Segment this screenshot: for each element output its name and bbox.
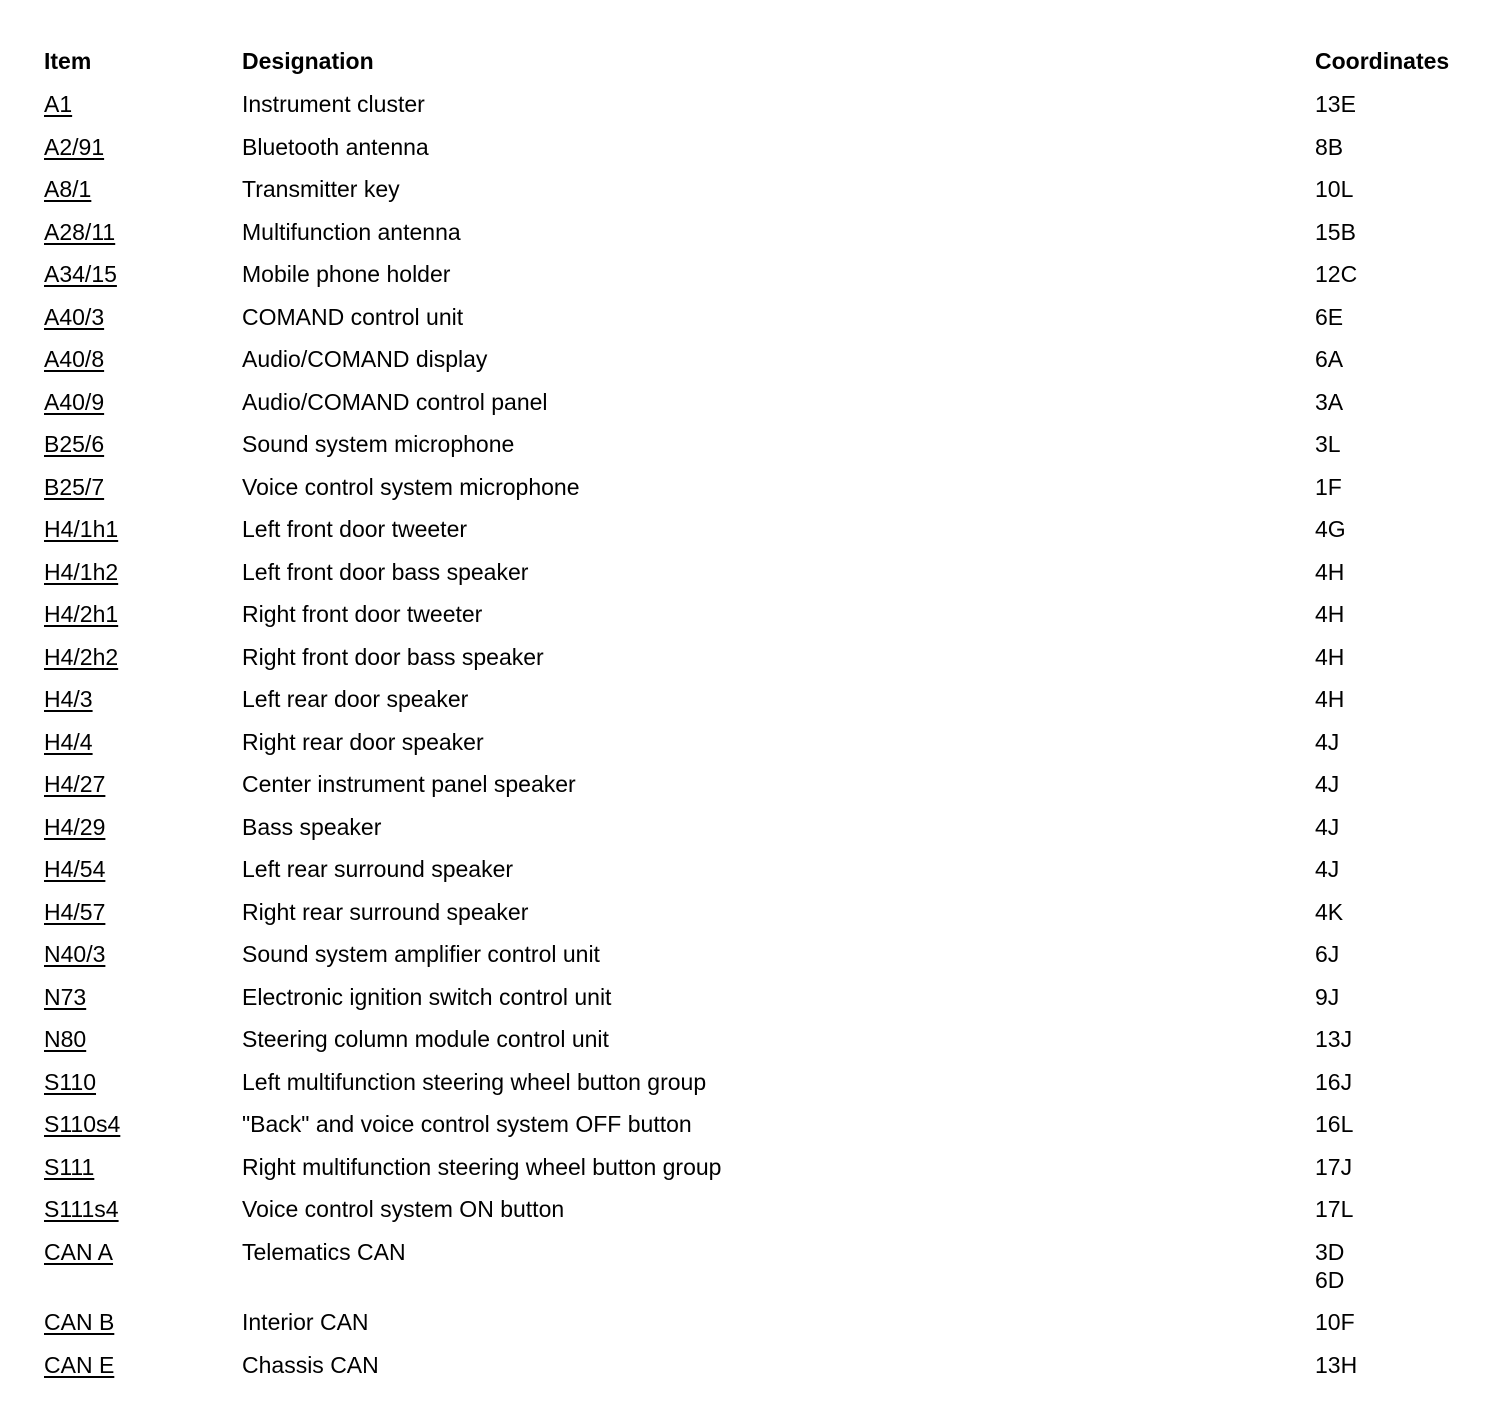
designation-cell: Left front door bass speaker [242,558,529,585]
coordinates-cell [1315,218,1484,246]
coordinates-cell [1315,1110,1484,1138]
coordinate-value: 16J [1315,1068,1353,1095]
coordinates-cell [1315,1025,1484,1053]
table-row [44,296,1484,339]
item-cell [44,133,242,161]
table-header [44,40,1484,83]
table-body [44,83,1484,1386]
table-row [44,253,1484,296]
table-row [44,1301,1484,1344]
item-cell [44,600,242,628]
table-row [44,1231,1484,1302]
coordinate-value: 10L [1315,176,1354,202]
designation-cell: Center instrument panel speaker [242,771,576,797]
item-link[interactable]: S111 [44,1153,95,1180]
table-row [44,1018,1484,1061]
coordinates-cell [1315,600,1484,628]
coordinates-cell [1315,430,1484,458]
designation-cell: Right rear door speaker [242,728,484,755]
coordinates-cell [1315,728,1484,756]
coordinate-value: 13H [1315,1351,1358,1378]
item-cell [44,855,242,883]
coordinate-value: 17J [1315,1153,1353,1180]
item-link[interactable]: S110s4 [44,1111,121,1137]
coordinates-cell [1315,473,1484,501]
designation-cell: Mobile phone holder [242,261,451,287]
coordinate-value: 12C [1315,261,1358,287]
item-link[interactable]: H4/1h2 [44,558,119,585]
table-row [44,126,1484,169]
item-link[interactable]: A40/3 [44,303,105,330]
coordinate-value: 4J [1315,813,1340,840]
coordinates-cell [1315,260,1484,288]
table-row [44,763,1484,806]
item-cell [44,898,242,926]
item-cell [44,388,242,416]
coordinate-value: 4J [1315,771,1340,797]
item-cell [44,430,242,458]
item-link[interactable]: N80 [44,1026,87,1052]
item-cell [44,175,242,203]
designation-cell: Steering column module control unit [242,1026,609,1052]
table-row [44,1061,1484,1104]
coordinate-value: 4H [1315,643,1345,670]
table-row [44,1344,1484,1387]
coordinate-value: 6A [1315,346,1344,372]
coordinates-cell [1315,515,1484,543]
table-row [44,211,1484,254]
table-row [44,1188,1484,1231]
coordinate-value: 4J [1315,856,1340,882]
coordinates-cell [1315,685,1484,713]
item-cell [44,1153,242,1181]
coordinate-value: 13E [1315,91,1356,117]
designation-cell: Electronic ignition switch control unit [242,983,612,1010]
item-link[interactable]: A2/91 [44,133,105,160]
item-cell [44,813,242,841]
item-link[interactable]: H4/27 [44,771,106,797]
coordinates-cell [1315,1238,1484,1294]
item-cell [44,260,242,288]
coordinates-cell [1315,388,1484,416]
designation-cell: Right rear surround speaker [242,898,529,925]
item-cell [44,685,242,713]
item-link[interactable]: A28/11 [44,218,116,245]
coordinate-value: 4H [1315,601,1345,627]
item-link[interactable]: A40/8 [44,346,105,372]
item-link[interactable]: CAN A [44,1238,114,1265]
coordinates-cell [1315,855,1484,883]
designation-cell: Audio/COMAND control panel [242,388,548,415]
coordinate-value: 16L [1315,1111,1354,1137]
coordinate-value: 3A [1315,388,1344,415]
coordinates-cell [1315,558,1484,586]
table-row [44,1146,1484,1189]
table-row [44,466,1484,509]
item-link[interactable]: S111s4 [44,1196,119,1222]
designation-cell: Telematics CAN [242,1238,406,1265]
coordinate-value: 17L [1315,1196,1354,1222]
designation-cell: Chassis CAN [242,1351,379,1378]
header-item: Item [44,48,92,74]
table-row [44,83,1484,126]
designation-cell: Multifunction antenna [242,218,461,245]
coordinate-value: 10F [1315,1309,1355,1335]
item-link[interactable]: A40/9 [44,388,105,415]
coordinates-cell [1315,303,1484,331]
item-link[interactable]: B25/7 [44,473,105,500]
item-cell [44,1110,242,1138]
header-coordinates: Coordinates [1315,48,1450,74]
designation-cell: "Back" and voice control system OFF button [242,1111,692,1137]
coordinates-cell [1315,643,1484,671]
coordinates-cell [1315,770,1484,798]
item-link[interactable]: H4/1h1 [44,516,119,542]
designation-cell: Right front door bass speaker [242,643,544,670]
item-link[interactable]: A8/1 [44,176,92,202]
designation-cell: Audio/COMAND display [242,346,488,372]
table-row [44,933,1484,976]
item-link[interactable]: N40/3 [44,941,106,967]
coordinate-value: 6E [1315,303,1344,330]
coordinate-value: 8B [1315,133,1344,160]
designation-cell: Instrument cluster [242,91,425,117]
item-link[interactable]: H4/3 [44,686,93,712]
designation-cell: Left front door tweeter [242,516,468,542]
coordinate-value: 4J [1315,728,1340,755]
item-cell [44,218,242,246]
designation-cell: Left rear door speaker [242,686,469,712]
designation-cell: Interior CAN [242,1309,369,1335]
coordinates-cell [1315,1068,1484,1096]
table-row [44,338,1484,381]
coordinates-cell [1315,1351,1484,1379]
item-cell [44,940,242,968]
coordinates-cell [1315,940,1484,968]
designation-cell: Bluetooth antenna [242,133,429,160]
coordinate-value: 13J [1315,1026,1353,1052]
item-cell [44,1025,242,1053]
designation-cell: COMAND control unit [242,303,464,330]
coordinates-cell [1315,345,1484,373]
designation-cell: Right front door tweeter [242,601,483,627]
item-link[interactable]: B25/6 [44,431,105,457]
item-link[interactable]: N73 [44,983,87,1010]
coordinate-value: 15B [1315,218,1356,245]
coordinate-value: 9J [1315,983,1340,1010]
item-link[interactable]: CAN B [44,1309,115,1335]
item-cell [44,1308,242,1336]
table-row [44,168,1484,211]
coordinate-value: 4G [1315,516,1346,542]
coordinate-value: 3D [1315,1238,1345,1265]
item-link[interactable]: A34/15 [44,261,117,287]
item-link[interactable]: H4/2h1 [44,601,119,627]
item-cell [44,90,242,118]
item-link[interactable]: H4/4 [44,728,93,755]
item-cell [44,770,242,798]
item-cell [44,515,242,543]
table-row [44,848,1484,891]
coordinates-cell [1315,1195,1484,1223]
table-row [44,508,1484,551]
item-cell [44,1351,242,1379]
item-cell [44,983,242,1011]
item-cell [44,1068,242,1096]
item-link[interactable]: H4/57 [44,898,106,925]
item-cell [44,558,242,586]
coordinate-value: 4H [1315,686,1345,712]
designation-cell: Left multifunction steering wheel button group [242,1068,707,1095]
coordinate-value: 6J [1315,941,1340,967]
item-link[interactable]: H4/29 [44,813,106,840]
item-link[interactable]: A1 [44,91,73,117]
table-row [44,551,1484,594]
table-row [44,593,1484,636]
designation-cell: Voice control system microphone [242,473,580,500]
table-row [44,721,1484,764]
table-row [44,381,1484,424]
coordinate-value: 6D [1315,1266,1345,1293]
item-cell [44,345,242,373]
designation-cell: Sound system microphone [242,431,515,457]
item-link[interactable]: H4/2h2 [44,643,119,670]
item-cell [44,643,242,671]
designation-cell: Right multifunction steering wheel button group [242,1153,722,1180]
table-row [44,1103,1484,1146]
coordinates-cell [1315,90,1484,118]
item-cell [44,1195,242,1223]
coordinates-cell [1315,983,1484,1011]
item-link[interactable]: H4/54 [44,856,106,882]
designation-cell: Sound system amplifier control unit [242,941,600,967]
header-designation: Designation [242,48,374,74]
table-row [44,891,1484,934]
item-link[interactable]: S110 [44,1068,97,1095]
table-row [44,636,1484,679]
coordinate-value: 4K [1315,898,1344,925]
item-link[interactable]: CAN E [44,1351,115,1378]
table-row [44,806,1484,849]
coordinate-value: 1F [1315,473,1342,500]
designation-cell: Bass speaker [242,813,382,840]
table-row [44,678,1484,721]
item-cell [44,728,242,756]
item-cell [44,473,242,501]
coordinates-cell [1315,1153,1484,1181]
item-cell [44,1238,242,1266]
coordinate-value: 3L [1315,431,1341,457]
item-cell [44,303,242,331]
coordinates-cell [1315,1308,1484,1336]
coordinates-cell [1315,898,1484,926]
coordinates-cell [1315,813,1484,841]
component-legend-table [44,40,1484,1386]
table-row [44,976,1484,1019]
designation-cell: Transmitter key [242,176,400,202]
designation-cell: Left rear surround speaker [242,856,514,882]
coordinates-cell [1315,175,1484,203]
coordinate-value: 4H [1315,558,1345,585]
table-row [44,423,1484,466]
designation-cell: Voice control system ON button [242,1196,565,1222]
coordinates-cell [1315,133,1484,161]
